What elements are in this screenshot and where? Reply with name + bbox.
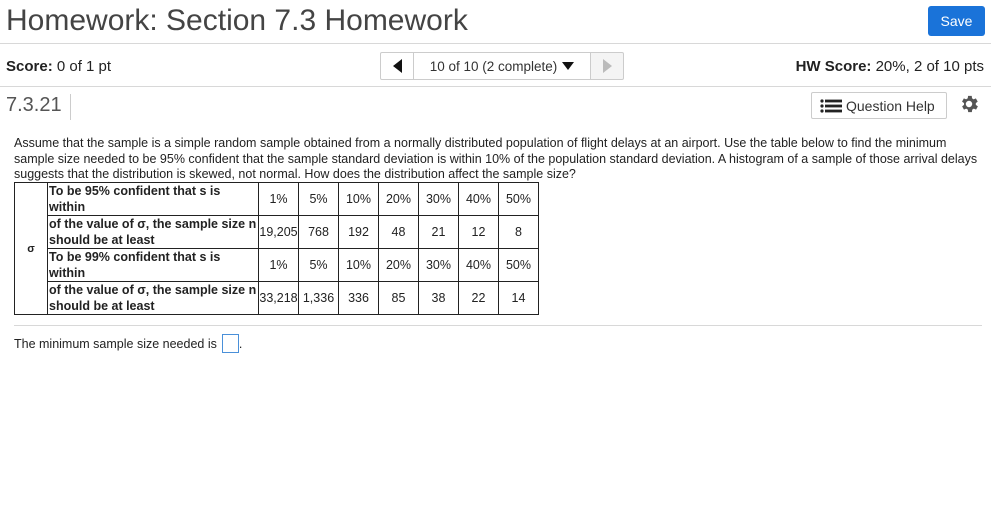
table-cell: 8 [499,216,539,249]
table-row [15,282,539,315]
table-cell: 20% [379,183,419,216]
answer-input[interactable] [222,334,239,353]
score-bar [0,45,991,87]
hw-score-label: HW Score: [795,58,872,75]
gear-icon[interactable] [958,93,980,115]
table-cell: 50% [499,249,539,282]
answer-row [14,334,242,353]
question-text: Assume that the sample is a simple random sample obtained from a normally distributed population of flight delays at an airport. Use the table below to find the minimum sample size needed to be 95% confident that the sample standard deviation is within 10% of the population standard deviation. A histogram of a sample of those arrival delays suggests that the distribution is skewed, not normal. How does the distribution affect the sample size? [14,136,978,181]
table-cell: 19,205 [259,216,299,249]
table-cell: 48 [379,216,419,249]
sample-size-table [14,182,539,315]
question-navigator [380,52,624,80]
table-cell: 12 [459,216,499,249]
table-cell: 30% [419,183,459,216]
table-cell: 85 [379,282,419,315]
table-cell: 20% [379,249,419,282]
previous-question-button[interactable] [380,52,414,80]
next-arrow-icon [603,59,612,73]
table-cell: 336 [339,282,379,315]
table-cell: 50% [499,183,539,216]
table-row [15,249,539,282]
answer-prompt: The minimum sample size needed is [14,336,217,351]
chevron-down-icon [562,62,574,70]
row-label: To be 95% confident that s is within [48,183,259,216]
previous-arrow-icon [393,59,402,73]
score [6,58,111,75]
divider [14,325,982,326]
hw-score [796,58,984,75]
table-cell: 14 [499,282,539,315]
table-cell: 192 [339,216,379,249]
table-cell: 1% [259,183,299,216]
question-select-dropdown[interactable] [414,52,590,80]
table-cell: 10% [339,249,379,282]
list-icon [820,99,842,113]
answer-suffix: . [238,336,243,351]
table-cell: 1,336 [299,282,339,315]
hw-score-value: 20%, 2 of 10 pts [871,58,984,75]
score-value: 0 of 1 pt [52,58,112,75]
next-question-button[interactable] [590,52,624,80]
table-cell: 10% [339,183,379,216]
row-label: of the value of σ, the sample size n should be at least [48,282,259,315]
question-bar [0,88,991,124]
table-cell: 5% [299,183,339,216]
table-row [15,183,539,216]
table-cell: 30% [419,249,459,282]
question-help-label: Question Help [846,97,935,114]
table-cell: 40% [459,249,499,282]
page-title: Homework: Section 7.3 Homework [6,4,468,37]
row-label: To be 99% confident that s is within [48,249,259,282]
table-cell: 1% [259,249,299,282]
table-cell: 22 [459,282,499,315]
save-button[interactable]: Save [928,6,985,36]
table-cell: 21 [419,216,459,249]
score-label: Score: [6,58,53,75]
question-help-button[interactable] [811,92,947,119]
table-cell: 33,218 [259,282,299,315]
question-number: 7.3.21 [6,94,71,120]
table-cell: 768 [299,216,339,249]
sigma-cell: σ [15,183,48,315]
table-cell: 5% [299,249,339,282]
question-select-label: 10 of 10 (2 complete) [429,58,558,74]
table-row [15,216,539,249]
row-label: of the value of σ, the sample size n should be at least [48,216,259,249]
table-cell: 38 [419,282,459,315]
table-cell: 40% [459,183,499,216]
title-bar [0,0,991,44]
